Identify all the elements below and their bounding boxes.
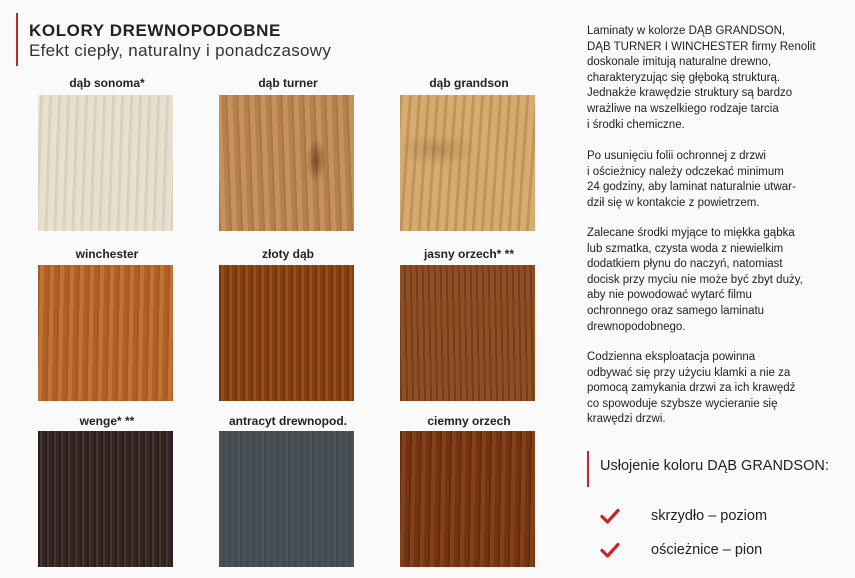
wood-swatch-dab-grandson: [400, 95, 535, 231]
pattern-item-door-leaf: skrzydło – poziom: [651, 508, 768, 524]
info-line: Codzienna eksploatacja powinna: [587, 351, 756, 363]
swatch-label: dąb grandson: [429, 76, 509, 90]
wood-swatch-antracyt: [219, 431, 354, 567]
info-line: Jednakże krawędzie struktury są bardzo: [587, 87, 793, 100]
wood-swatch-jasny-orzech: [400, 265, 535, 401]
pattern-title: Usłojenie koloru DĄB GRANDSON:: [600, 458, 829, 474]
swatch-label: dąb sonoma*: [69, 76, 145, 90]
info-line: aby nie powodować wytarć filmu: [587, 289, 752, 302]
info-paragraph-2: [587, 149, 837, 211]
info-line: i ościeżnicy należy odczekać minimum: [587, 165, 784, 178]
swatch-label: wenge* **: [79, 414, 135, 428]
info-line: 24 godziny, aby laminat naturalnie utwar-: [587, 181, 796, 194]
swatch-label: jasny orzech* **: [423, 247, 515, 261]
swatch-label: ciemny orzech: [427, 414, 511, 428]
wood-swatch-ciemny-orzech: [400, 431, 535, 567]
pattern-accent-bar: [587, 451, 589, 487]
pattern-item-frame: ościeżnice – pion: [651, 542, 763, 558]
wood-swatch-wenge: [38, 431, 173, 567]
info-line: co spowoduje szybsze wycieranie się: [587, 397, 778, 410]
swatch-label: złoty dąb: [261, 247, 314, 261]
info-paragraph-1: [587, 24, 837, 133]
info-line: drewnopodobnego.: [587, 320, 686, 333]
info-line: Zalecane środki myjące to miękka gąbka: [587, 227, 795, 239]
info-line: ochronnego oraz samego laminatu: [587, 304, 765, 317]
swatch-label: winchester: [75, 247, 139, 261]
info-line: pomocą zamykania drzwi za ich krawędź: [587, 382, 796, 395]
info-line: dził się w kontakcie z powietrzem.: [587, 196, 760, 209]
info-line: krawędzi drzwi.: [587, 413, 666, 426]
info-line: lub szmatka, czysta woda z niewielkim: [587, 242, 784, 255]
info-line: Laminaty w kolorze DĄB GRANDSON,: [587, 25, 786, 37]
info-line: dodatkiem płynu do naczyń, natomiast: [587, 258, 783, 271]
wood-swatch-zloty-dab: [219, 265, 354, 401]
wood-swatch-dab-turner: [219, 95, 354, 231]
info-line: Po usunięciu folii ochronnej z drzwi: [587, 150, 766, 162]
check-icon: [600, 542, 620, 558]
wood-swatch-winchester: [38, 265, 173, 401]
wood-swatch-dab-sonoma: [38, 95, 173, 231]
info-line: doskonale imitują naturalne drewno,: [587, 56, 772, 69]
info-line: charakteryzując się głęboką strukturą.: [587, 71, 781, 84]
info-paragraph-4: [587, 350, 837, 428]
info-line: odbywać się przy użyciu klamki a nie za: [587, 366, 791, 379]
page-title: KOLORY DREWNOPODOBNE: [29, 21, 281, 40]
info-paragraph-3: [587, 226, 837, 335]
swatch-label: antracyt drewnopod.: [228, 414, 347, 428]
title-accent-bar: [16, 13, 18, 66]
info-line: i środki chemiczne.: [587, 118, 685, 131]
info-line: wrażliwe na wszelkiego rodzaje tarcia: [587, 102, 779, 115]
info-line: DĄB TURNER I WINCHESTER firmy Renolit: [587, 40, 816, 53]
info-line: docisk przy myciu nie może być zbyt duży,: [587, 273, 803, 286]
check-icon: [600, 508, 620, 524]
page-subtitle: Efekt ciepły, naturalny i ponadczasowy: [29, 41, 332, 60]
swatch-label: dąb turner: [258, 76, 318, 90]
